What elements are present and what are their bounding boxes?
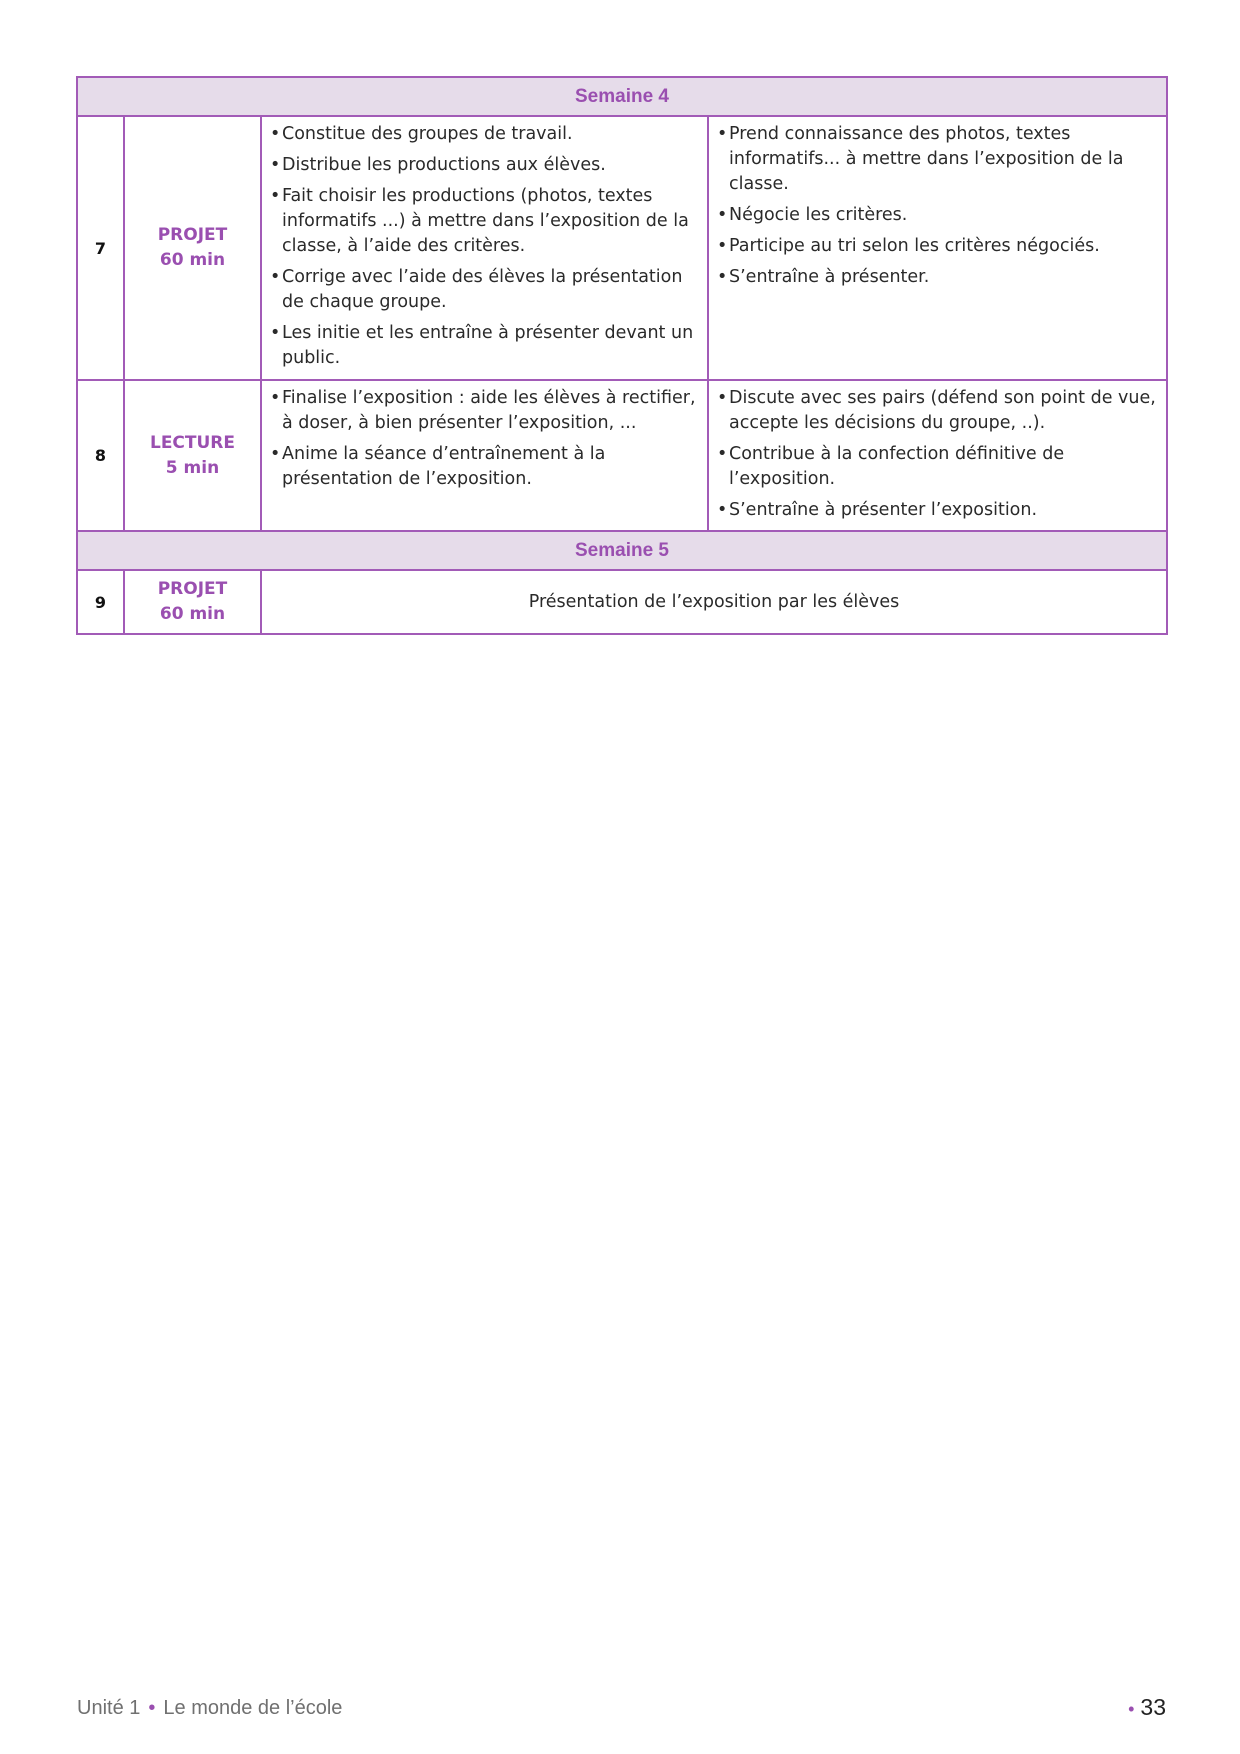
list-item: • Négocie les critères. (717, 203, 1158, 228)
teacher-actions-list (270, 122, 699, 371)
session-number: 8 (77, 380, 124, 531)
activity-duration: 60 min (159, 250, 226, 270)
list-item: • Finalise l’exposition : aide les élèves à rectifier, à doser, à bien présenter l’exposition, ... (270, 386, 699, 436)
session-number: 7 (77, 116, 124, 380)
list-item: • Participe au tri selon les critères négociés. (717, 234, 1158, 259)
week-header-row (77, 77, 1167, 116)
week-title: Semaine 4 (77, 77, 1167, 116)
list-item: • Corrige avec l’aide des élèves la présentation de chaque groupe. (270, 265, 699, 315)
session-row (77, 570, 1167, 634)
student-actions-list (717, 122, 1158, 290)
list-item: • Distribue les productions aux élèves. (270, 153, 699, 178)
student-actions-cell (708, 380, 1167, 531)
student-actions-list (717, 386, 1158, 523)
page-number: 33 (1140, 1694, 1166, 1720)
list-item: • S’entraîne à présenter l’exposition. (717, 498, 1158, 523)
page-marker-dot: • (1128, 1699, 1135, 1719)
footer-page (1128, 1694, 1166, 1721)
session-number: 9 (77, 570, 124, 634)
teacher-actions-cell (261, 116, 708, 380)
session-activity (124, 380, 261, 531)
session-activity (124, 116, 261, 380)
activity-duration: 5 min (165, 457, 220, 478)
list-item: • Fait choisir les productions (photos, textes informatifs ...) à mettre dans l’exposition de la classe, à l’aide des critères. (270, 184, 699, 259)
lesson-plan-table (76, 76, 1168, 635)
unit-label: Unité 1 (77, 1697, 141, 1719)
session-row (77, 116, 1167, 380)
activity-label: PROJET (157, 579, 228, 599)
list-item: • S’entraîne à présenter. (717, 265, 1158, 290)
list-item: • Les initie et les entraîne à présenter devant un public. (270, 321, 699, 371)
teacher-actions-list (270, 386, 699, 492)
week-header-row (77, 531, 1167, 570)
session-activity (124, 570, 261, 634)
list-item: • Anime la séance d’entraînement à la présentation de l’exposition. (270, 442, 699, 492)
activity-label: PROJET (157, 225, 228, 245)
student-actions-cell (708, 116, 1167, 380)
unit-title: Le monde de l’école (163, 1697, 343, 1719)
session-row (77, 380, 1167, 531)
teacher-actions-cell (261, 380, 708, 531)
list-item: • Constitue des groupes de travail. (270, 122, 699, 147)
merged-description: Présentation de l’exposition par les élèves (261, 570, 1167, 634)
week-title: Semaine 5 (77, 531, 1167, 570)
list-item: • Contribue à la confection définitive de l’exposition. (717, 442, 1158, 492)
list-item: • Prend connaissance des photos, textes informatifs... à mettre dans l’exposition de la classe. (717, 122, 1158, 197)
activity-duration: 60 min (159, 604, 226, 624)
footer-unit (77, 1697, 342, 1720)
activity-label: LECTURE (149, 432, 236, 453)
separator-dot: • (148, 1697, 156, 1719)
list-item: • Discute avec ses pairs (défend son point de vue, accepte les décisions du groupe, ..). (717, 386, 1158, 436)
